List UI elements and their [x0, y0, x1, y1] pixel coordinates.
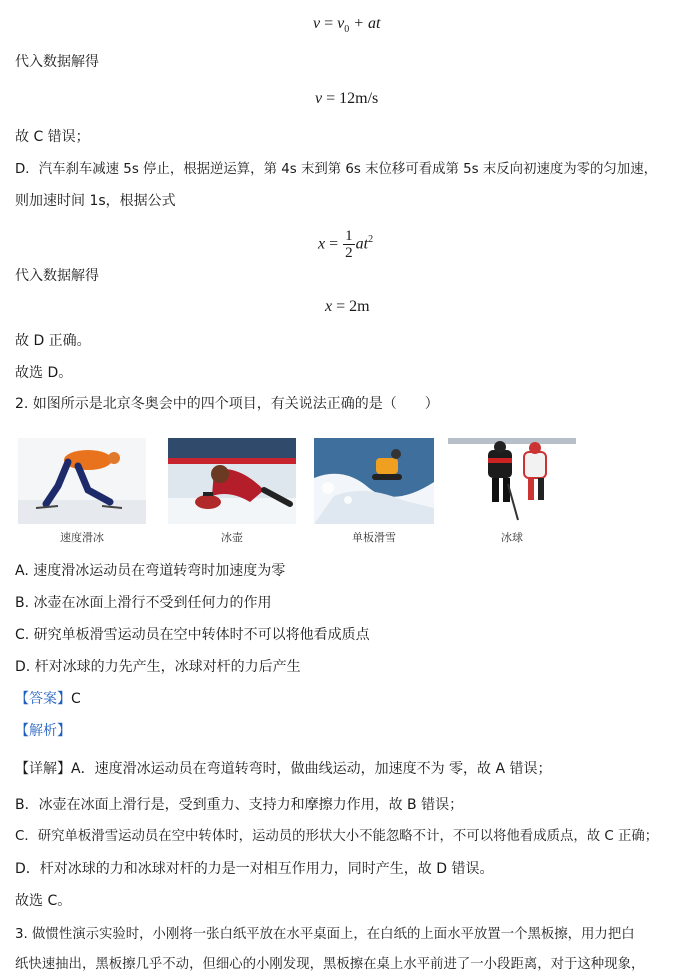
- text-substitute-1: 代入数据解得: [15, 54, 99, 70]
- eq-symbol: v: [337, 15, 345, 32]
- eq-superscript: 2: [368, 234, 374, 245]
- analysis-tag: 【解析】: [15, 723, 71, 739]
- eq-symbol: x: [325, 298, 333, 315]
- eq-rest: + at: [349, 15, 381, 32]
- text-d-explain-2: 则加速时间 1s，根据公式: [15, 193, 176, 209]
- eq-fraction: [343, 228, 355, 261]
- eq-operator: =: [320, 15, 338, 32]
- detail-a: [15, 759, 552, 779]
- eq-symbol: v: [313, 15, 321, 32]
- text-substitute-2: 代入数据解得: [15, 268, 99, 284]
- detail-tag: 【详解】: [15, 761, 71, 777]
- eq-numerator: 1: [345, 228, 353, 245]
- option-b: B. 冰壶在冰面上滑行不受到任何力的作用: [15, 595, 272, 611]
- text-choose-d: 故选 D。: [15, 365, 73, 381]
- caption-speed-skating: 速度滑冰: [60, 531, 104, 544]
- eq-operator: =: [325, 235, 343, 253]
- caption-snowboarding: 单板滑雪: [352, 531, 396, 544]
- equation-velocity-result: [315, 89, 378, 109]
- photo-speed-skating: [18, 438, 146, 524]
- eq-symbol: v: [315, 90, 323, 107]
- answer-value: C: [71, 691, 81, 707]
- text-choose-c: 故选 C。: [15, 893, 72, 909]
- detail-d: D．杆对冰球的力和冰球对杆的力是一对相互作用力，同时产生，故 D 错误。: [15, 861, 494, 877]
- detail-b: B．冰壶在冰面上滑行是，受到重力、支持力和摩擦力作用，故 B 错误；: [15, 797, 464, 813]
- photo-ice-hockey: [448, 438, 576, 524]
- equation-displacement-result: [325, 297, 370, 317]
- eq-symbol: x: [318, 235, 326, 253]
- detail-a-text: A．速度滑冰运动员在弯道转弯时，做曲线运动，加速度不为 零，故 A 错误；: [71, 761, 552, 777]
- option-c: C. 研究单板滑雪运动员在空中转体时不可以将他看成质点: [15, 627, 370, 643]
- eq-rhs: = 12m/s: [322, 90, 379, 107]
- text-c-wrong: 故 C 错误；: [15, 129, 90, 145]
- equation-velocity-formula: [313, 14, 381, 40]
- equation-displacement-formula: [318, 222, 373, 262]
- eq-term: at: [355, 235, 369, 253]
- eq-rhs: = 2m: [332, 298, 370, 315]
- detail-c: C．研究单板滑雪运动员在空中转体时，运动员的形状大小不能忽略不计，不可以将他看成质点，故 C 正确；: [15, 829, 659, 844]
- photo-snowboarding: [314, 438, 434, 524]
- eq-subscript: 0: [344, 24, 350, 36]
- question-3-line-1: 3. 做惯性演示实验时，小刚将一张白纸平放在水平桌面上，在白纸的上面水平放置一个黑板擦，用力把白: [15, 927, 635, 942]
- caption-curling: 冰壶: [221, 531, 243, 544]
- question-2-stem: 2. 如图所示是北京冬奥会中的四个项目，有关说法正确的是（ ）: [15, 396, 439, 412]
- text-d-explain-1: D．汽车刹车减速 5s 停止，根据逆运算，第 4s 末到第 6s 末位移可看成第 5s 末反向初速度为零的匀加速，: [15, 162, 657, 177]
- eq-denominator: 2: [345, 245, 353, 262]
- question-3-line-2: 纸快速抽出，黑板擦几乎不动，但细心的小刚发现，黑板擦在桌上水平前进了一小段距离，对于这种现象，: [15, 957, 645, 972]
- text-d-right: 故 D 正确。: [15, 333, 91, 349]
- option-d: D. 杆对冰球的力先产生，冰球对杆的力后产生: [15, 659, 301, 675]
- answer-tag: 【答案】: [15, 691, 71, 707]
- option-a: A. 速度滑冰运动员在弯道转弯时加速度为零: [15, 563, 286, 579]
- photo-curling: [168, 438, 296, 524]
- caption-ice-hockey: 冰球: [501, 531, 523, 544]
- answer-line: [15, 689, 81, 709]
